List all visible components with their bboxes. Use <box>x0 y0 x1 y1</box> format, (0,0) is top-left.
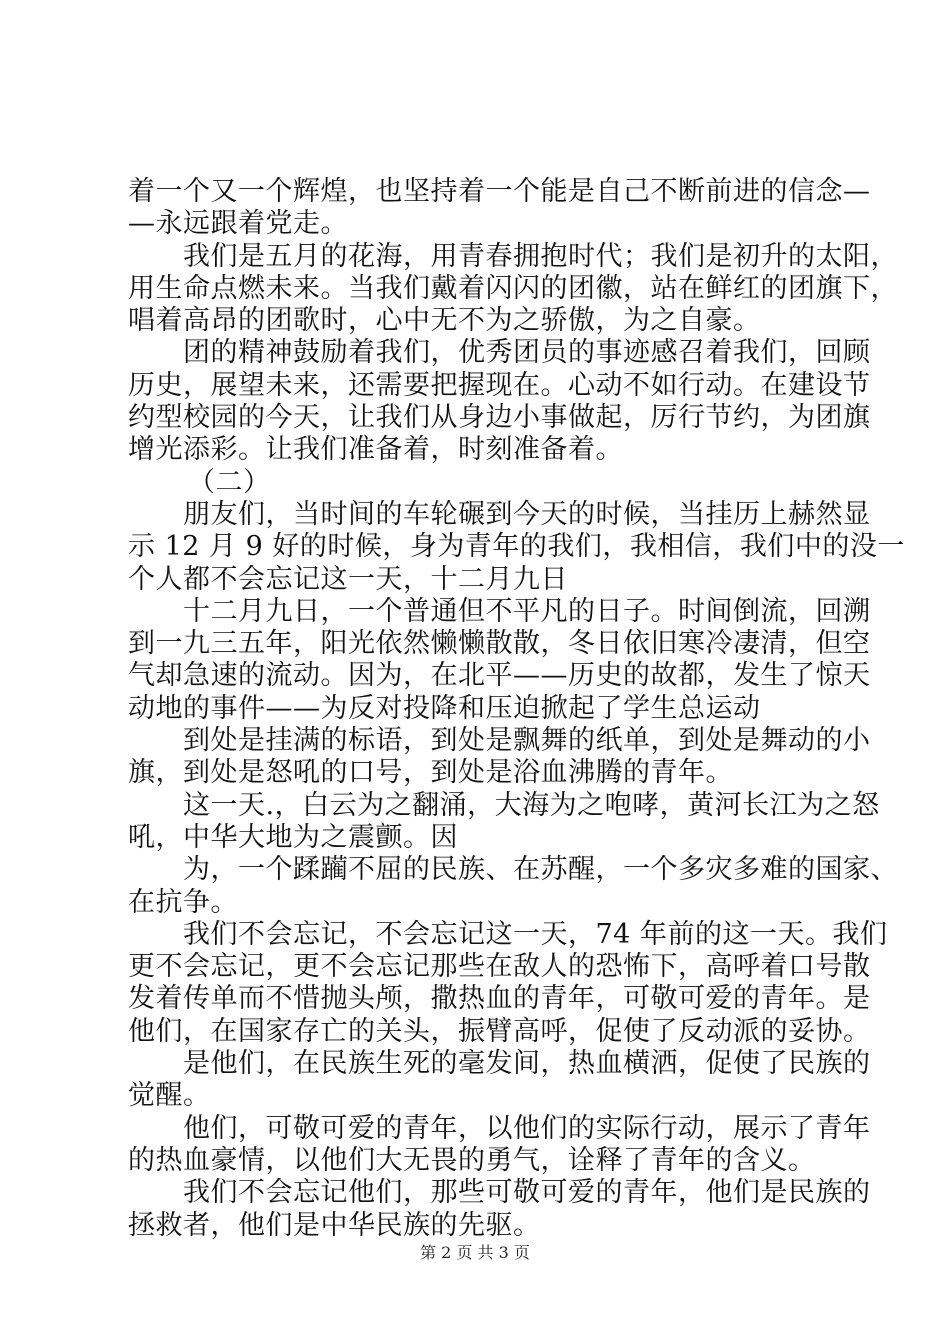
text-line: 十二月九日，一个普通但不平凡的日子。时间倒流，回溯 <box>183 595 871 627</box>
text-line: 历史，展望未来，还需要把握现在。心动不如行动。在建设节 <box>128 369 871 401</box>
text-line: 气却急速的流动。因为，在北平——历史的故都，发生了惊天 <box>128 660 871 692</box>
text-line: 示 12 月 9 好的时候，身为青年的我们，我相信，我们中的没一 <box>128 531 905 563</box>
text-line: 是他们，在民族生死的毫发间，热血横洒，促使了民族的 <box>183 1048 871 1080</box>
text-line: 到一九三五年，阳光依然懒懒散散，冬日依旧寒冷凄清，但空 <box>128 628 871 660</box>
text-line: 团的精神鼓励着我们，优秀团员的事迹感召着我们，回顾 <box>183 337 871 369</box>
page-number-label: 第 2 页 共 3 页 <box>420 1243 530 1262</box>
text-line: 约型校园的今天，让我们从身边小事做起，厉行节约，为团旗 <box>128 402 871 434</box>
text-line: 着一个又一个辉煌，也坚持着一个能是自己不断前进的信念— <box>128 176 871 207</box>
text-line: 我们不会忘记，不会忘记这一天，74 年前的这一天。我们 <box>183 918 888 950</box>
text-line: 他们，在国家存亡的关头，振臂高呼，促使了反动派的妥协。 <box>128 1015 871 1047</box>
text-line: 我们是五月的花海，用青春拥抱时代；我们是初升的太阳， <box>183 240 898 272</box>
document-body <box>128 176 905 1242</box>
text-line: —永远跟着党走。 <box>128 208 348 240</box>
text-line: 为，一个蹂躏不屈的民族、在苏醒，一个多灾多难的国家、 <box>183 854 898 886</box>
text-line: 个人都不会忘记这一天，十二月九日 <box>128 563 568 595</box>
section-heading: （二） <box>188 466 271 498</box>
text-line: 增光添彩。让我们准备着，时刻准备着。 <box>128 434 623 466</box>
text-line: 拯救者，他们是中华民族的先驱。 <box>128 1209 541 1241</box>
text-line: 到处是挂满的标语，到处是飘舞的纸单，到处是舞动的小 <box>183 725 871 757</box>
text-line: 这一天.，白云为之翻涌，大海为之咆哮，黄河长江为之怒 <box>183 789 880 821</box>
text-line: 用生命点燃未来。当我们戴着闪闪的团徽，站在鲜红的团旗下， <box>128 272 898 304</box>
text-line: 觉醒。 <box>128 1080 211 1112</box>
text-line: 更不会忘记，更不会忘记那些在敌人的恐怖下，高呼着口号散 <box>128 951 871 983</box>
text-line: 吼，中华大地为之震颤。因 <box>128 821 458 853</box>
text-line: 发着传单而不惜抛头颅，撒热血的青年，可敬可爱的青年。是 <box>128 983 871 1015</box>
text-line: 我们不会忘记他们，那些可敬可爱的青年，他们是民族的 <box>183 1177 871 1209</box>
page-footer <box>0 1243 950 1263</box>
text-line: 唱着高昂的团歌时，心中无不为之骄傲，为之自豪。 <box>128 305 761 337</box>
text-line: 动地的事件——为反对投降和压迫掀起了学生总运动 <box>128 692 761 724</box>
text-line: 朋友们，当时间的车轮碾到今天的时候，当挂历上赫然显 <box>183 498 871 530</box>
text-line: 的热血豪情，以他们大无畏的勇气，诠释了青年的含义。 <box>128 1144 816 1176</box>
text-line: 在抗争。 <box>128 886 238 918</box>
text-line: 旗，到处是怒吼的口号，到处是浴血沸腾的青年。 <box>128 757 733 789</box>
text-line: 他们，可敬可爱的青年，以他们的实际行动，展示了青年 <box>183 1112 871 1144</box>
